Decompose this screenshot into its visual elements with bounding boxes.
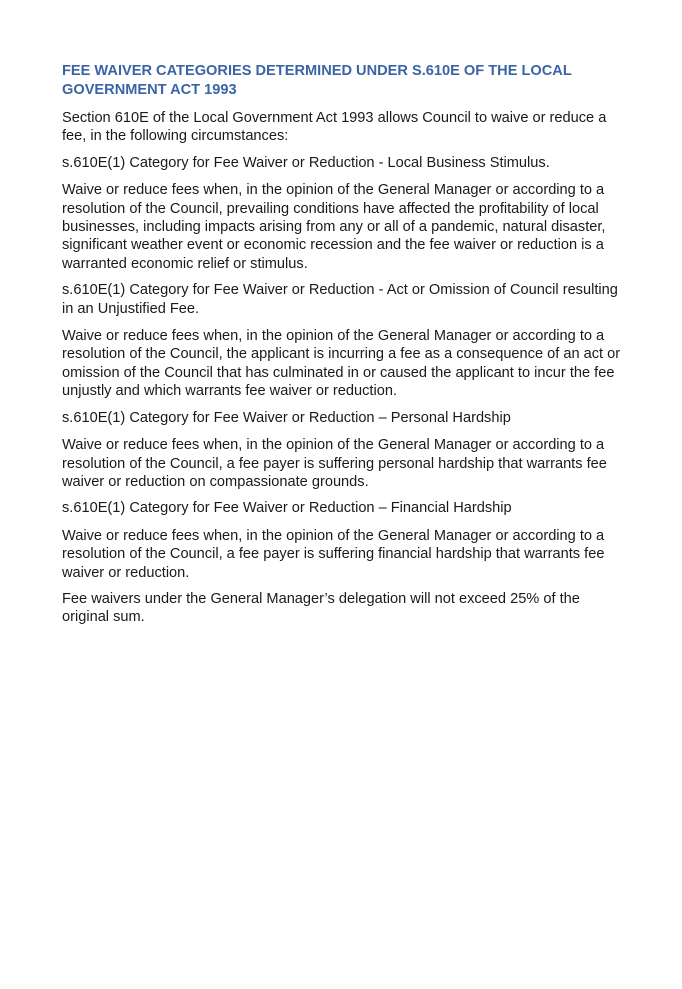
document-page <box>62 62 624 635</box>
category-description-local-business: Waive or reduce fees when, in the opinion of the General Manager or according to a resolution of the Council, prevailing conditions have affected the profitability of local businesses, including impacts arising from any or all of a pandemic, natural disaster, significant weather event or economic recession and the fee waiver or reduction is a warranted economic relief or stimulus. <box>62 182 606 272</box>
category-description-personal-hardship: Waive or reduce fees when, in the opinion of the General Manager or according to a resolution of the Council, a fee payer is suffering personal hardship that warrants fee waiver or reduction on compassionate grounds. <box>62 437 607 490</box>
category-title-financial-hardship: s.610E(1) Category for Fee Waiver or Reduction – Financial Hardship <box>62 500 512 517</box>
intro-paragraph: Section 610E of the Local Government Act 1993 allows Council to waive or reduce a fee, in the following circumstances: <box>62 110 607 145</box>
category-description-act-or-omission: Waive or reduce fees when, in the opinion of the General Manager or according to a resolution of the Council, the applicant is incurring a fee as a consequence of an act or omission of the Council that has culminated in or caused the applicant to incur the fee unjustly and which warrants fee waiver or reduction. <box>62 328 621 400</box>
category-title-personal-hardship: s.610E(1) Category for Fee Waiver or Reduction – Personal Hardship <box>62 409 511 426</box>
category-description-financial-hardship: Waive or reduce fees when, in the opinion of the General Manager or according to a resolution of the Council, a fee payer is suffering financial hardship that warrants fee waiver or reduction. <box>62 527 605 581</box>
category-title-act-or-omission: s.610E(1) Category for Fee Waiver or Reduction - Act or Omission of Council resulting in an Unjustified Fee. <box>62 282 618 317</box>
category-title-local-business: s.610E(1) Category for Fee Waiver or Reduction - Local Business Stimulus. <box>62 154 550 171</box>
document-heading: FEE WAIVER CATEGORIES DETERMINED UNDER S.610E OF THE LOCAL GOVERNMENT ACT 1993 <box>62 63 572 98</box>
closing-paragraph: Fee waivers under the General Manager’s delegation will not exceed 25% of the original sum. <box>62 590 580 626</box>
